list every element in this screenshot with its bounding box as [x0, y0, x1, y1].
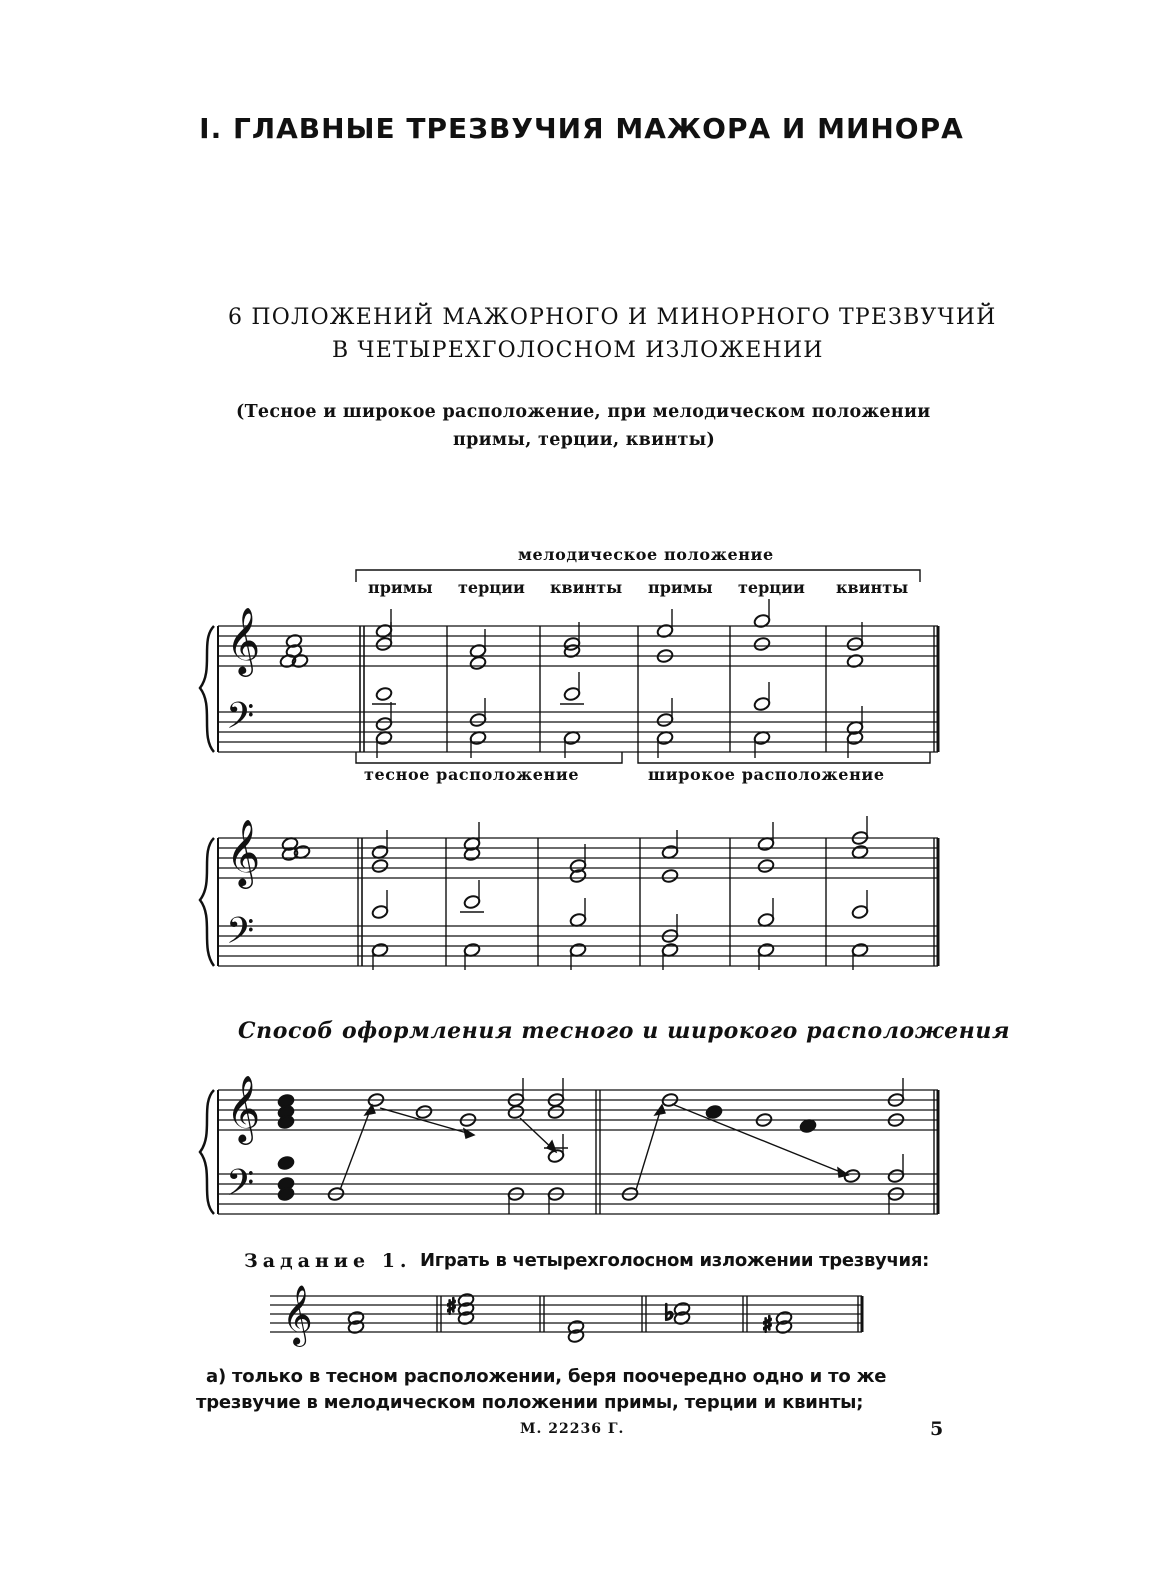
- note-head: [547, 1104, 565, 1119]
- open-position-bracket: [638, 752, 930, 763]
- note-head: [563, 686, 581, 701]
- note-head: [753, 696, 771, 711]
- note-head: [277, 1155, 295, 1170]
- task-text: Играть в четырехголосном изложении трезвучия:: [420, 1250, 929, 1271]
- system-3-staff-lines: [218, 1090, 938, 1214]
- chapter-title: I. ГЛАВНЫЕ ТРЕЗВУЧИЯ МАЖОРА И МИНОРА: [199, 112, 964, 145]
- note-head: [753, 636, 771, 651]
- position-label-2: терции: [458, 578, 525, 597]
- bass-clef-icon: 𝄢: [226, 1162, 255, 1213]
- note-head: [846, 636, 864, 651]
- subtitle-line-1: 6 ПОЛОЖЕНИЙ МАЖОРНОГО И МИНОРНОГО ТРЕЗВУЧИЙ: [228, 305, 997, 330]
- note-head: [375, 686, 393, 701]
- bass-clef-icon: 𝄢: [226, 910, 255, 961]
- note-head: [375, 716, 393, 731]
- melodic-position-label: мелодическое положение: [518, 545, 774, 564]
- bass-clef-icon: 𝄢: [226, 695, 255, 746]
- note-head: [507, 1104, 525, 1119]
- note-head: [705, 1104, 723, 1119]
- note-head: [469, 655, 487, 670]
- position-label-4: примы: [648, 578, 713, 597]
- task-heading: Задание 1.: [244, 1250, 412, 1272]
- parenthetical-line-2: примы, терции, квинты): [453, 430, 716, 450]
- task-a-line-2: трезвучие в мелодическом положении примы, терции и квинты;: [196, 1392, 864, 1413]
- sharp-icon: ♯: [446, 1295, 457, 1320]
- section-title: Способ оформления тесного и широкого расположения: [238, 1018, 1011, 1044]
- note-heads: [277, 599, 905, 1344]
- note-head: [469, 712, 487, 727]
- note-head: [375, 636, 393, 651]
- task-a-line-1: а) только в тесном расположении, беря поочередно одно и то же: [206, 1366, 887, 1387]
- sharp-icon: ♯: [762, 1313, 773, 1338]
- grand-staff-brace: [200, 626, 214, 752]
- treble-clef-icon: 𝄞: [226, 606, 261, 674]
- grand-staff-brace: [200, 838, 214, 966]
- treble-clef-icon: 𝄞: [226, 1074, 261, 1142]
- subtitle-line-2: В ЧЕТЫРЕХГОЛОСНОМ ИЗЛОЖЕНИИ: [332, 338, 824, 363]
- page-number: 5: [930, 1418, 944, 1440]
- note-head: [757, 858, 775, 873]
- treble-clef-icon: 𝄞: [282, 1285, 313, 1345]
- task-staff-lines: [270, 1296, 862, 1332]
- system-2-staff-lines: [218, 838, 938, 966]
- grand-staff-brace: [200, 1090, 214, 1214]
- catalog-number: М. 22236 Г.: [520, 1421, 625, 1437]
- note-head: [851, 904, 869, 919]
- position-label-1: примы: [368, 578, 433, 597]
- note-head: [661, 868, 679, 883]
- note-head: [371, 904, 389, 919]
- note-head: [371, 858, 389, 873]
- close-position-bracket: [356, 752, 622, 763]
- treble-clef-icon: 𝄞: [226, 818, 261, 886]
- position-label-5: терции: [738, 578, 805, 597]
- note-head: [656, 712, 674, 727]
- note-head: [463, 894, 481, 909]
- melodic-position-bracket: [356, 570, 920, 582]
- position-label-3: квинты: [550, 578, 623, 597]
- note-head: [415, 1104, 433, 1119]
- close-position-label: тесное расположение: [364, 765, 580, 784]
- flat-icon: ♭: [664, 1301, 675, 1326]
- note-head: [887, 1168, 905, 1183]
- parenthetical-line-1: (Тесное и широкое расположение, при мелодическом положении: [236, 402, 931, 422]
- open-position-label: широкое расположение: [648, 765, 885, 784]
- position-label-6: квинты: [836, 578, 909, 597]
